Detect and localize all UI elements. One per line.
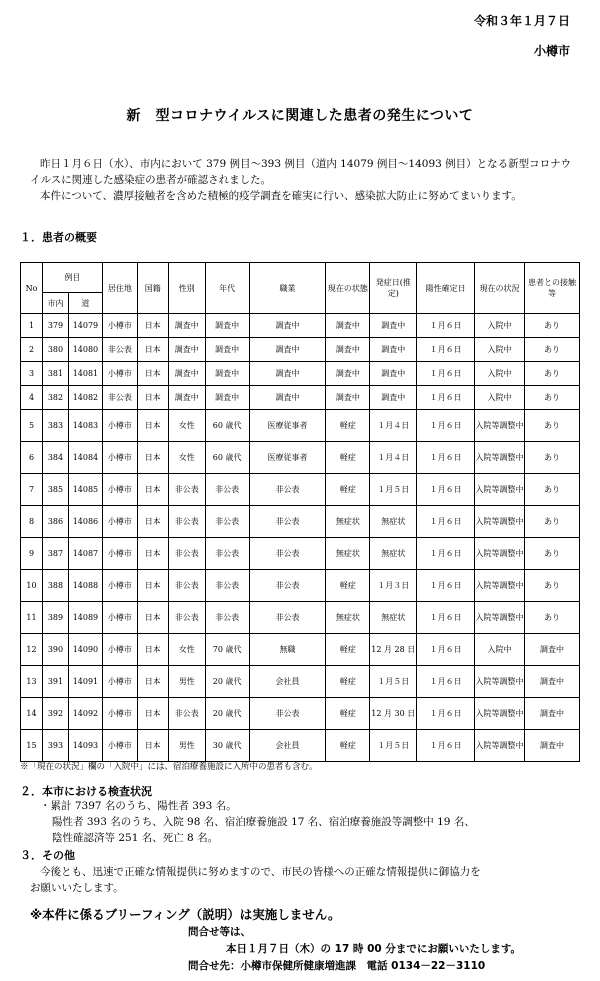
cell-nationality: 日本 [137, 386, 168, 410]
header-onset: 発症日(推定) [370, 263, 417, 314]
cell-onset: 調査中 [370, 386, 417, 410]
header-age: 年代 [205, 263, 249, 314]
cell-contact: あり [525, 362, 580, 386]
cell-no: 13 [21, 666, 43, 698]
cell-residence: 小樽市 [102, 602, 137, 634]
cell-current: 入院等調整中 [475, 698, 525, 730]
cell-occupation: 無職 [249, 634, 326, 666]
cell-onset: 無症状 [370, 538, 417, 570]
cell-residence: 小樽市 [102, 698, 137, 730]
test-total-line: ・累計 7397 名のうち、陽性者 393 名。 [40, 800, 237, 812]
section-3-heading: ３．その他 [20, 849, 75, 862]
cell-current: 入院中 [475, 314, 525, 338]
cell-current: 入院中 [475, 634, 525, 666]
cell-contact: あり [525, 338, 580, 362]
cell-contact: 調査中 [525, 730, 580, 762]
cell-residence: 小樽市 [102, 362, 137, 386]
cell-pref-no: 14086 [68, 506, 102, 538]
cell-nationality: 日本 [137, 570, 168, 602]
cell-occupation: 調査中 [249, 314, 326, 338]
cell-pref-no: 14084 [68, 442, 102, 474]
cell-occupation: 非公表 [249, 474, 326, 506]
cell-nationality: 日本 [137, 314, 168, 338]
cell-occupation: 調査中 [249, 386, 326, 410]
cell-city-no: 383 [42, 410, 68, 442]
cell-no: 8 [21, 506, 43, 538]
cell-age: 非公表 [205, 538, 249, 570]
table-row [21, 634, 580, 666]
cell-age: 20 歳代 [205, 698, 249, 730]
cell-contact: あり [525, 410, 580, 442]
cell-no: 9 [21, 538, 43, 570]
table-row [21, 666, 580, 698]
other-line-2: お願いいたします。 [30, 882, 124, 894]
cell-no: 6 [21, 442, 43, 474]
table-row [21, 442, 580, 474]
cell-status: 調査中 [326, 386, 370, 410]
cell-residence: 小樽市 [102, 410, 137, 442]
patient-table-body [21, 314, 580, 762]
cell-occupation: 会社員 [249, 666, 326, 698]
cell-age: 60 歳代 [205, 410, 249, 442]
cell-confirmed: １月６日 [417, 634, 475, 666]
cell-confirmed: １月６日 [417, 698, 475, 730]
cell-occupation: 調査中 [249, 338, 326, 362]
cell-current: 入院中 [475, 362, 525, 386]
cell-city-no: 381 [42, 362, 68, 386]
cell-pref-no: 14087 [68, 538, 102, 570]
cell-onset: １月４日 [370, 410, 417, 442]
cell-confirmed: １月６日 [417, 730, 475, 762]
cell-status: 軽症 [326, 698, 370, 730]
header-city-no: 市内 [42, 293, 68, 314]
cell-onset: 12 月 28 日 [370, 634, 417, 666]
table-row [21, 730, 580, 762]
cell-city-no: 379 [42, 314, 68, 338]
cell-contact: 調査中 [525, 634, 580, 666]
cell-nationality: 日本 [137, 338, 168, 362]
cell-current: 入院中 [475, 338, 525, 362]
intro-paragraph-2: 本件について、濃厚接触者を含めた積極的疫学調査を確実に行い、感染拡大防止に努めてまいります。 [40, 190, 522, 202]
section-1-heading: １．患者の概要 [20, 231, 97, 244]
cell-confirmed: １月６日 [417, 570, 475, 602]
cell-current: 入院等調整中 [475, 602, 525, 634]
cell-residence: 小樽市 [102, 730, 137, 762]
cell-onset: １月５日 [370, 730, 417, 762]
cell-confirmed: １月６日 [417, 506, 475, 538]
cell-current: 入院等調整中 [475, 474, 525, 506]
cell-sex: 調査中 [168, 386, 205, 410]
cell-city-no: 386 [42, 506, 68, 538]
cell-confirmed: １月６日 [417, 386, 475, 410]
cell-nationality: 日本 [137, 474, 168, 506]
cell-residence: 小樽市 [102, 442, 137, 474]
cell-sex: 非公表 [168, 538, 205, 570]
section-2-heading: ２．本市における検査状況 [20, 785, 152, 798]
cell-city-no: 387 [42, 538, 68, 570]
cell-status: 軽症 [326, 442, 370, 474]
cell-onset: １月４日 [370, 442, 417, 474]
cell-onset: 調査中 [370, 362, 417, 386]
cell-no: 11 [21, 602, 43, 634]
cell-pref-no: 14079 [68, 314, 102, 338]
cell-contact: あり [525, 442, 580, 474]
cell-no: 3 [21, 362, 43, 386]
cell-status: 軽症 [326, 570, 370, 602]
cell-city-no: 389 [42, 602, 68, 634]
cell-no: 5 [21, 410, 43, 442]
cell-no: 15 [21, 730, 43, 762]
positive-breakdown-line: 陽性者 393 名のうち、入院 98 名、宿泊療養施設 17 名、宿泊療養施設等調整中 19 名、 [52, 816, 475, 828]
table-row [21, 538, 580, 570]
cell-status: 無症状 [326, 538, 370, 570]
cell-onset: １月５日 [370, 666, 417, 698]
cell-current: 入院等調整中 [475, 442, 525, 474]
header-case: 例目 [42, 263, 102, 293]
cell-sex: 女性 [168, 410, 205, 442]
cell-occupation: 非公表 [249, 602, 326, 634]
table-row [21, 602, 580, 634]
intro-paragraph-1: 昨日１月６日（水）、市内において 379 例目～393 例目（道内 14079 例目～14093 例目）となる新型コロナウイルスに関連した感染症の患者が確認されました。 [30, 158, 572, 186]
cell-age: 非公表 [205, 506, 249, 538]
cell-nationality: 日本 [137, 698, 168, 730]
header-pref-no: 道 [68, 293, 102, 314]
table-row [21, 314, 580, 338]
cell-nationality: 日本 [137, 602, 168, 634]
cell-current: 入院等調整中 [475, 666, 525, 698]
table-row [21, 386, 580, 410]
briefing-notice: ※本件に係るブリーフィング（説明）は実施しません。 [30, 907, 341, 922]
cell-sex: 女性 [168, 442, 205, 474]
cell-residence: 小樽市 [102, 570, 137, 602]
cell-sex: 非公表 [168, 698, 205, 730]
cell-onset: １月５日 [370, 474, 417, 506]
header-contact: 患者との接触等 [525, 263, 580, 314]
cell-no: 4 [21, 386, 43, 410]
table-row [21, 362, 580, 386]
header-current: 現在の状況 [475, 263, 525, 314]
contact-info: 問合せ先：小樽市保健所健康増進課 電話 0134－22－3110 [188, 960, 486, 972]
cell-no: 12 [21, 634, 43, 666]
cell-nationality: 日本 [137, 730, 168, 762]
cell-sex: 非公表 [168, 506, 205, 538]
cell-residence: 小樽市 [102, 474, 137, 506]
cell-pref-no: 14089 [68, 602, 102, 634]
cell-onset: 無症状 [370, 506, 417, 538]
cell-no: 7 [21, 474, 43, 506]
cell-pref-no: 14090 [68, 634, 102, 666]
cell-city-no: 384 [42, 442, 68, 474]
cell-nationality: 日本 [137, 506, 168, 538]
cell-age: 非公表 [205, 474, 249, 506]
cell-no: 14 [21, 698, 43, 730]
cell-status: 軽症 [326, 474, 370, 506]
cell-nationality: 日本 [137, 442, 168, 474]
cell-city-no: 385 [42, 474, 68, 506]
cell-status: 調査中 [326, 362, 370, 386]
cell-confirmed: １月６日 [417, 666, 475, 698]
cell-city-no: 393 [42, 730, 68, 762]
cell-occupation: 会社員 [249, 730, 326, 762]
cell-pref-no: 14082 [68, 386, 102, 410]
cell-age: 30 歳代 [205, 730, 249, 762]
cell-confirmed: １月６日 [417, 602, 475, 634]
header-nationality: 国籍 [137, 263, 168, 314]
cell-pref-no: 14083 [68, 410, 102, 442]
table-row [21, 506, 580, 538]
cell-city-no: 388 [42, 570, 68, 602]
cell-sex: 男性 [168, 730, 205, 762]
cell-pref-no: 14080 [68, 338, 102, 362]
cell-status: 調査中 [326, 314, 370, 338]
cell-confirmed: １月６日 [417, 362, 475, 386]
cell-sex: 非公表 [168, 602, 205, 634]
contact-deadline: 本日１月７日（木）の 17 時 00 分までにお願いいたします。 [226, 943, 522, 955]
cell-age: 20 歳代 [205, 666, 249, 698]
cell-current: 入院等調整中 [475, 730, 525, 762]
cell-sex: 調査中 [168, 314, 205, 338]
cell-onset: 無症状 [370, 602, 417, 634]
cell-confirmed: １月６日 [417, 410, 475, 442]
issuing-city: 小樽市 [533, 44, 570, 58]
cell-city-no: 391 [42, 666, 68, 698]
cell-onset: 12 月 30 日 [370, 698, 417, 730]
cell-onset: 調査中 [370, 314, 417, 338]
cell-status: 軽症 [326, 634, 370, 666]
cell-residence: 小樽市 [102, 538, 137, 570]
cell-confirmed: １月６日 [417, 474, 475, 506]
cell-contact: あり [525, 386, 580, 410]
other-line-1: 今後とも、迅速で正確な情報提供に努めますので、市民の皆様への正確な情報提供に御協力を [40, 866, 481, 878]
header-occupation: 職業 [249, 263, 326, 314]
header-residence: 居住地 [102, 263, 137, 314]
cell-confirmed: １月６日 [417, 314, 475, 338]
document-date: 令和３年１月７日 [473, 14, 570, 28]
header-sex: 性別 [168, 263, 205, 314]
cell-city-no: 392 [42, 698, 68, 730]
header-status: 現在の状態 [326, 263, 370, 314]
cell-age: 非公表 [205, 570, 249, 602]
cell-nationality: 日本 [137, 362, 168, 386]
cell-city-no: 380 [42, 338, 68, 362]
cell-occupation: 医療従事者 [249, 410, 326, 442]
cell-no: 1 [21, 314, 43, 338]
cell-pref-no: 14081 [68, 362, 102, 386]
cell-contact: 調査中 [525, 698, 580, 730]
cell-occupation: 非公表 [249, 506, 326, 538]
cell-contact: あり [525, 506, 580, 538]
cell-sex: 調査中 [168, 338, 205, 362]
cell-current: 入院等調整中 [475, 506, 525, 538]
cell-residence: 小樽市 [102, 634, 137, 666]
cell-city-no: 390 [42, 634, 68, 666]
cell-onset: １月３日 [370, 570, 417, 602]
cell-status: 無症状 [326, 506, 370, 538]
cell-nationality: 日本 [137, 666, 168, 698]
cell-status: 軽症 [326, 666, 370, 698]
cell-sex: 女性 [168, 634, 205, 666]
cell-current: 入院等調整中 [475, 538, 525, 570]
cell-age: 非公表 [205, 602, 249, 634]
cell-age: 調査中 [205, 314, 249, 338]
cell-residence: 非公表 [102, 386, 137, 410]
cell-confirmed: １月６日 [417, 538, 475, 570]
cell-residence: 小樽市 [102, 506, 137, 538]
cell-occupation: 調査中 [249, 362, 326, 386]
cell-status: 軽症 [326, 730, 370, 762]
cell-no: 2 [21, 338, 43, 362]
cell-nationality: 日本 [137, 538, 168, 570]
cell-residence: 小樽市 [102, 314, 137, 338]
cell-city-no: 382 [42, 386, 68, 410]
cell-current: 入院中 [475, 386, 525, 410]
cell-contact: あり [525, 538, 580, 570]
cell-sex: 男性 [168, 666, 205, 698]
table-row [21, 410, 580, 442]
cell-sex: 非公表 [168, 474, 205, 506]
cell-current: 入院等調整中 [475, 410, 525, 442]
contact-intro: 問合せ等は、 [188, 926, 251, 938]
cell-contact: あり [525, 474, 580, 506]
cell-residence: 非公表 [102, 338, 137, 362]
cell-pref-no: 14091 [68, 666, 102, 698]
cell-status: 調査中 [326, 338, 370, 362]
cell-age: 調査中 [205, 386, 249, 410]
cell-nationality: 日本 [137, 634, 168, 666]
cell-pref-no: 14093 [68, 730, 102, 762]
cell-contact: 調査中 [525, 666, 580, 698]
cell-residence: 小樽市 [102, 666, 137, 698]
cell-occupation: 非公表 [249, 698, 326, 730]
cell-no: 10 [21, 570, 43, 602]
cell-pref-no: 14088 [68, 570, 102, 602]
cell-pref-no: 14085 [68, 474, 102, 506]
cell-age: 調査中 [205, 338, 249, 362]
cell-sex: 非公表 [168, 570, 205, 602]
cell-onset: 調査中 [370, 338, 417, 362]
table-row [21, 338, 580, 362]
cell-contact: あり [525, 570, 580, 602]
table-row [21, 474, 580, 506]
cell-age: 調査中 [205, 362, 249, 386]
cell-contact: あり [525, 602, 580, 634]
cell-occupation: 非公表 [249, 570, 326, 602]
cell-status: 無症状 [326, 602, 370, 634]
cell-confirmed: １月６日 [417, 442, 475, 474]
table-note: ※「現在の状況」欄の「入院中」には、宿泊療養施設に入所中の患者も含む。 [20, 762, 318, 772]
cell-contact: あり [525, 314, 580, 338]
document-title: 新 型コロナウイルスに関連した患者の発生について [126, 108, 474, 124]
cell-pref-no: 14092 [68, 698, 102, 730]
cell-nationality: 日本 [137, 410, 168, 442]
cell-age: 60 歳代 [205, 442, 249, 474]
cell-sex: 調査中 [168, 362, 205, 386]
table-row [21, 698, 580, 730]
table-row [21, 570, 580, 602]
cell-confirmed: １月６日 [417, 338, 475, 362]
cell-current: 入院等調整中 [475, 570, 525, 602]
cell-age: 70 歳代 [205, 634, 249, 666]
cell-status: 軽症 [326, 410, 370, 442]
negative-death-line: 陰性確認済等 251 名、死亡 8 名。 [52, 832, 219, 844]
cell-occupation: 非公表 [249, 538, 326, 570]
header-no: No [21, 263, 43, 314]
patient-table [20, 262, 580, 762]
header-confirmed: 陽性確定日 [417, 263, 475, 314]
cell-occupation: 医療従事者 [249, 442, 326, 474]
